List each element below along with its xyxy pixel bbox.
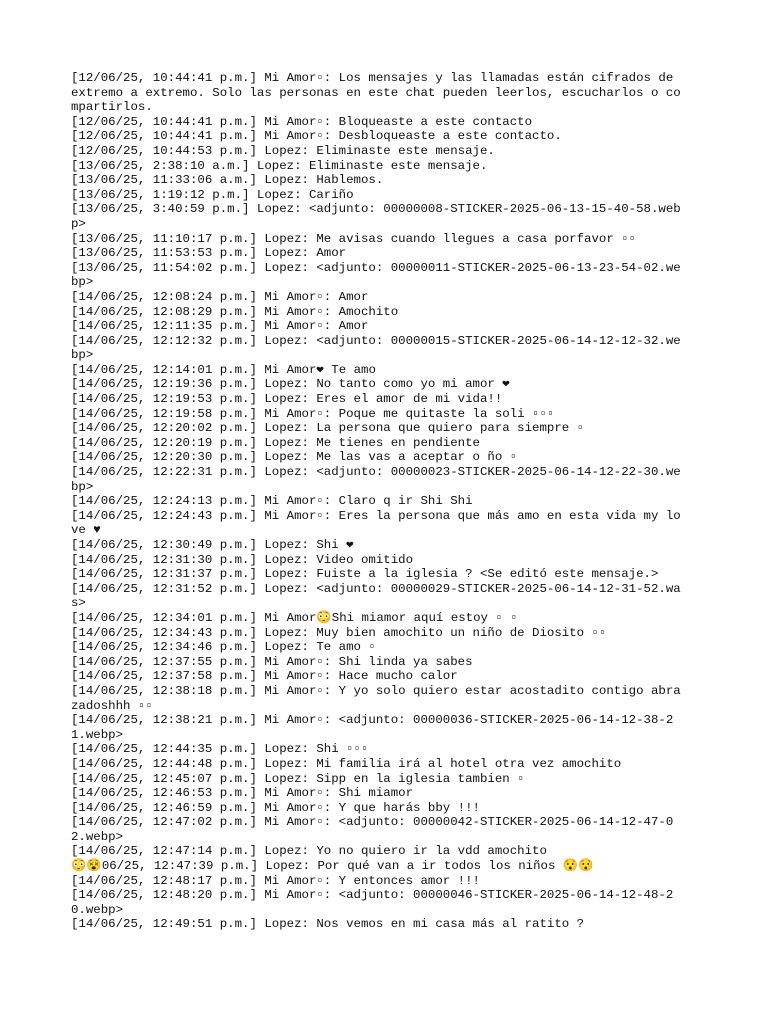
- message-line: [14/06/25, 12:38:21 p.m.] Mi Amor▫: <adjunto: 00000036-STICKER-2025-06-14-12-38-21.webp>: [71, 713, 674, 742]
- message-line: [14/06/25, 12:12:32 p.m.] Lopez: <adjunto: 00000015-STICKER-2025-06-14-12-12-32.webp>: [71, 333, 681, 363]
- message-line: [13/06/25, 11:53:53 p.m.] Lopez: Amor: [71, 246, 347, 261]
- message-line: [14/06/25, 12:19:36 p.m.] Lopez: No tanto como yo mi amor ❤: [71, 377, 510, 392]
- message-line: [14/06/25, 12:22:31 p.m.] Lopez: <adjunto: 00000023-STICKER-2025-06-14-12-22-30.webp>: [71, 465, 681, 494]
- message-line: [14/06/25, 12:31:37 p.m.] Lopez: Fuiste a la iglesia ? <Se editó este mensaje.>: [71, 567, 659, 582]
- message-line: [14/06/25, 12:14:01 p.m.] Mi Amor❤ Te amo: [71, 362, 376, 377]
- message-line: [14/06/25, 12:48:17 p.m.] Mi Amor▫: Y entonces amor !!!: [71, 873, 480, 888]
- message-line: [14/06/25, 12:49:51 p.m.] Lopez: Nos vemos en mi casa más al ratito ?: [71, 917, 585, 932]
- message-line: [13/06/25, 11:54:02 p.m.] Lopez: <adjunto: 00000011-STICKER-2025-06-13-23-54-02.webp>: [71, 260, 681, 290]
- message-line: [14/06/25, 12:46:59 p.m.] Mi Amor▫: Y que harás bby !!!: [71, 800, 480, 815]
- message-line: [14/06/25, 12:24:43 p.m.] Mi Amor▫: Eres la persona que más amo en esta vida my love ♥: [71, 508, 681, 538]
- message-line: [14/06/25, 12:20:19 p.m.] Lopez: Me tienes en pendiente: [71, 435, 480, 450]
- message-line: [14/06/25, 12:34:01 p.m.] Mi Amor😳Shi miamor aquí estoy ▫ ▫: [71, 610, 518, 625]
- message-line: [14/06/25, 12:46:53 p.m.] Mi Amor▫: Shi miamor: [71, 786, 414, 801]
- message-line: 😳😵06/25, 12:47:39 p.m.] Lopez: Por qué van a ir todos los niños 😯😯: [71, 859, 594, 874]
- message-line: [14/06/25, 12:08:29 p.m.] Mi Amor▫: Amochito: [71, 304, 399, 319]
- message-line: [14/06/25, 12:11:35 p.m.] Mi Amor▫: Amor: [71, 319, 369, 334]
- message-line: [14/06/25, 12:38:18 p.m.] Mi Amor▫: Y yo solo quiero estar acostadito contigo abrazadoshhh ▫▫: [71, 683, 681, 713]
- message-line: [14/06/25, 12:45:07 p.m.] Lopez: Sipp en la iglesia tambien ▫: [71, 771, 525, 786]
- message-line: [14/06/25, 12:20:30 p.m.] Lopez: Me las vas a aceptar o ño ▫: [71, 450, 518, 465]
- message-line: [14/06/25, 12:44:48 p.m.] Lopez: Mi familia irá al hotel otra vez amochito: [71, 756, 622, 771]
- message-line: [13/06/25, 2:38:10 a.m.] Lopez: Eliminaste este mensaje.: [71, 158, 488, 173]
- message-line: [12/06/25, 10:44:41 p.m.] Mi Amor▫: Bloqueaste a este contacto: [71, 114, 533, 129]
- message-line: [14/06/25, 12:34:43 p.m.] Lopez: Muy bien amochito un niño de Diosito ▫▫: [71, 625, 607, 640]
- message-line: [14/06/25, 12:31:30 p.m.] Lopez: Video omitido: [71, 552, 414, 567]
- message-line: [13/06/25, 1:19:12 p.m.] Lopez: Cariño: [71, 187, 354, 202]
- message-line: [13/06/25, 11:10:17 p.m.] Lopez: Me avisas cuando llegues a casa porfavor ▫▫: [71, 231, 637, 246]
- chat-transcript: [71, 71, 708, 932]
- message-line: [13/06/25, 11:33:06 a.m.] Lopez: Hablemos.: [71, 173, 384, 188]
- message-line: [14/06/25, 12:31:52 p.m.] Lopez: <adjunto: 00000029-STICKER-2025-06-14-12-31-52.was>: [71, 581, 681, 611]
- message-line: [14/06/25, 12:19:53 p.m.] Lopez: Eres el amor de mi vida!!: [71, 392, 503, 407]
- message-line: [14/06/25, 12:08:24 p.m.] Mi Amor▫: Amor: [71, 289, 369, 304]
- message-line: [14/06/25, 12:37:58 p.m.] Mi Amor▫: Hace mucho calor: [71, 669, 458, 684]
- message-line: [12/06/25, 10:44:53 p.m.] Lopez: Eliminaste este mensaje.: [71, 143, 495, 158]
- message-line: [14/06/25, 12:34:46 p.m.] Lopez: Te amo ▫: [71, 640, 376, 655]
- message-line: [14/06/25, 12:20:02 p.m.] Lopez: La persona que quiero para siempre ▫: [71, 421, 585, 436]
- message-line: [13/06/25, 3:40:59 p.m.] Lopez: <adjunto: 00000008-STICKER-2025-06-13-15-40-58.webp>: [71, 202, 681, 231]
- message-line: [14/06/25, 12:48:20 p.m.] Mi Amor▫: <adjunto: 00000046-STICKER-2025-06-14-12-48-20.webp>: [71, 888, 674, 917]
- message-line: [14/06/25, 12:44:35 p.m.] Lopez: Shi ▫▫▫: [71, 742, 369, 757]
- message-line: [12/06/25, 10:44:41 p.m.] Mi Amor▫: Desbloqueaste a este contacto.: [71, 129, 562, 144]
- message-line: [12/06/25, 10:44:41 p.m.] Mi Amor▫: Los mensajes y las llamadas están cifrados de extremo a extremo. Solo las personas en este chat pueden leerlos, escucharlos o compartirlos.: [71, 71, 681, 115]
- message-line: [14/06/25, 12:47:02 p.m.] Mi Amor▫: <adjunto: 00000042-STICKER-2025-06-14-12-47-02.webp>: [71, 815, 674, 844]
- message-line: [14/06/25, 12:37:55 p.m.] Mi Amor▫: Shi linda ya sabes: [71, 654, 473, 669]
- message-line: [14/06/25, 12:19:58 p.m.] Mi Amor▫: Poque me quitaste la soli ▫▫▫: [71, 406, 555, 421]
- message-line: [14/06/25, 12:24:13 p.m.] Mi Amor▫: Claro q ir Shi Shi: [71, 494, 473, 509]
- message-line: [14/06/25, 12:30:49 p.m.] Lopez: Shi ❤: [71, 538, 354, 552]
- message-line: [14/06/25, 12:47:14 p.m.] Lopez: Yo no quiero ir la vdd amochito: [71, 844, 547, 859]
